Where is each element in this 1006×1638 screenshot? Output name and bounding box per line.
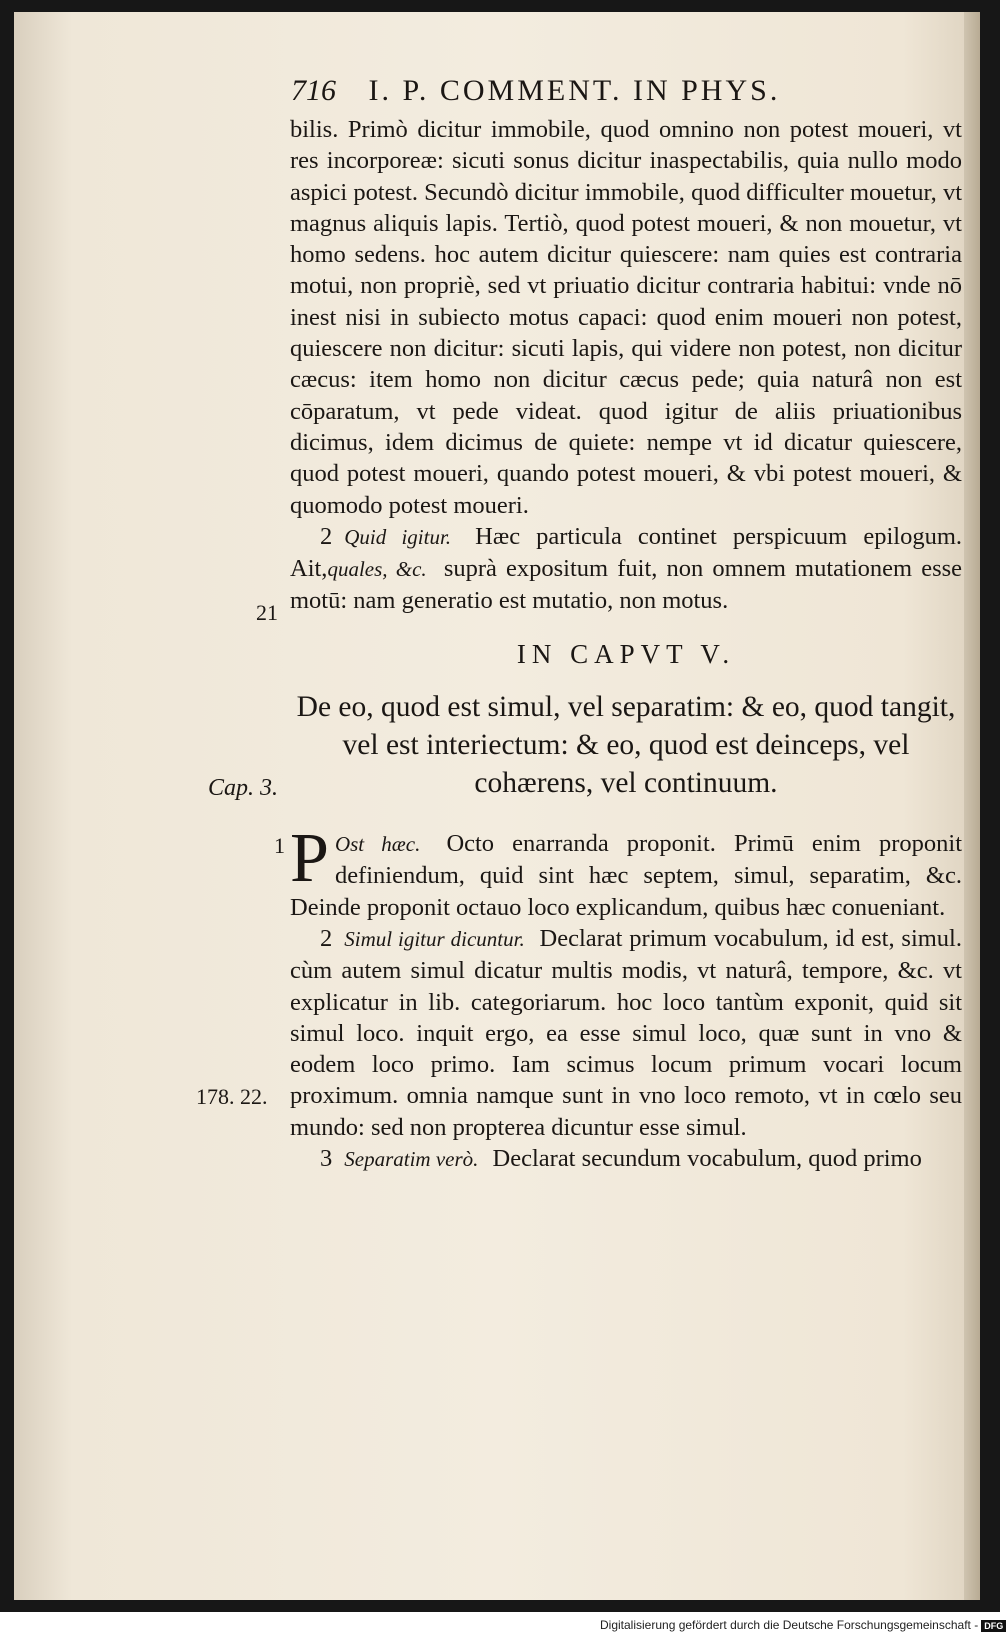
chapter-heading: IN CAPVT V. — [516, 638, 736, 669]
paragraph-text: Declarat primum vocabulum, id est, simul. cùm autem simul dicatur multis modis, vt naturâ, tempore, &c. vt explicatur in lib. categoriarum. hoc loco tantùm exponit, quid sit simul loco. inquit ergo, ea esse simul loco, quæ sunt in vno & eodem loco primo. Iam scimus locum primum vocari locum proximum. omnia namque sunt in vno loco remoto, vt in cœlo seu mundo: sed non propterea dicuntur esse simul. — [290, 924, 962, 1141]
paragraph-body — [290, 820, 962, 923]
paragraph-2 — [290, 521, 962, 617]
running-title: I. P. COMMENT. IN PHYS. — [368, 74, 781, 107]
page-number: 716 — [291, 74, 336, 107]
paragraph-text: Hæc particula continet perspicuum epilogum. Ait, — [290, 522, 962, 583]
margin-note-21: 21 — [256, 600, 278, 625]
margin-note-cap: Cap. 3. — [208, 775, 279, 801]
running-header — [291, 74, 780, 108]
lemma: Ost hæc. — [334, 832, 421, 857]
lemma: quales, &c. — [327, 557, 427, 582]
paragraph-number: 2 — [320, 522, 333, 550]
paragraph-text: Declarat secundum vocabulum, quod primo — [492, 1145, 922, 1173]
paragraph-text: suprà expositum fuit, non omnem mutationem esse motū: nam generatio est mutatio, non motus. — [290, 555, 963, 615]
text-block — [274, 114, 963, 1175]
paragraph-number: 2 — [320, 924, 333, 952]
page-edge — [964, 12, 980, 1600]
footer-credit — [600, 1618, 1006, 1632]
lemma: Simul igitur dicuntur. — [344, 926, 525, 951]
paragraph-4 — [290, 923, 962, 1143]
footer-text: Digitalisierung gefördert durch die Deutsche Forschungsgemeinschaft - — [600, 1618, 979, 1632]
paragraph-number: 3 — [320, 1145, 333, 1173]
dfg-logo: DFG — [981, 1620, 1006, 1632]
paragraph-1: bilis. Primò dicitur immobile, quod omnino non potest moueri, vt res incorporeæ: sicuti sonus dicitur inaspectabilis, quia nullo modo aspici potest. Secundò dicitur immobile, quod difficulter mouetur, vt magnus aliquis lapis. Tertiò, quod potest moueri, & non mouetur, vt homo sedens. hoc autem dicitur quiescere: nam quies est contraria motui, non propriè, sed vt priuatio dicitur contraria habitui: vnde nō inest nisi in subiecto motus capaci: quod enim moueri non potest, quiescere non dicitur: sicuti lapis, qui videre non potest, non dicitur cæcus: item homo non dicitur cæcus pede; quia naturâ non est cōparatum, vt pede videat. quod igitur de aliis priuationibus dicimus, idem dicimus de quiete: nempe vt id dicatur quiescere, quod potest moueri, quando potest moueri, & vbi potest moueri, & quomodo potest moueri. — [290, 116, 962, 519]
paragraph-3 — [274, 820, 962, 923]
lemma: Quid igitur. — [344, 524, 452, 549]
margin-note-178: 178. 22. — [196, 1084, 268, 1109]
chapter-title: De eo, quod est simul, vel separatim: & eo, quod tangit, vel est interiectum: & eo, quod est deinceps, vel cohærens, vel continuum. — [296, 691, 956, 800]
paragraph-text: Octo enarranda proponit. Primū enim proponit definiendum, quid sint hæc septem, simul, separatim, &c. Deinde proponit octauo loco explicandum, quibus hæc conueniant. — [290, 830, 962, 921]
drop-cap: P — [290, 820, 329, 898]
paragraph-5 — [290, 1143, 962, 1175]
lemma: Separatim verò. — [344, 1147, 479, 1172]
paragraph-number: 1 — [274, 833, 285, 859]
